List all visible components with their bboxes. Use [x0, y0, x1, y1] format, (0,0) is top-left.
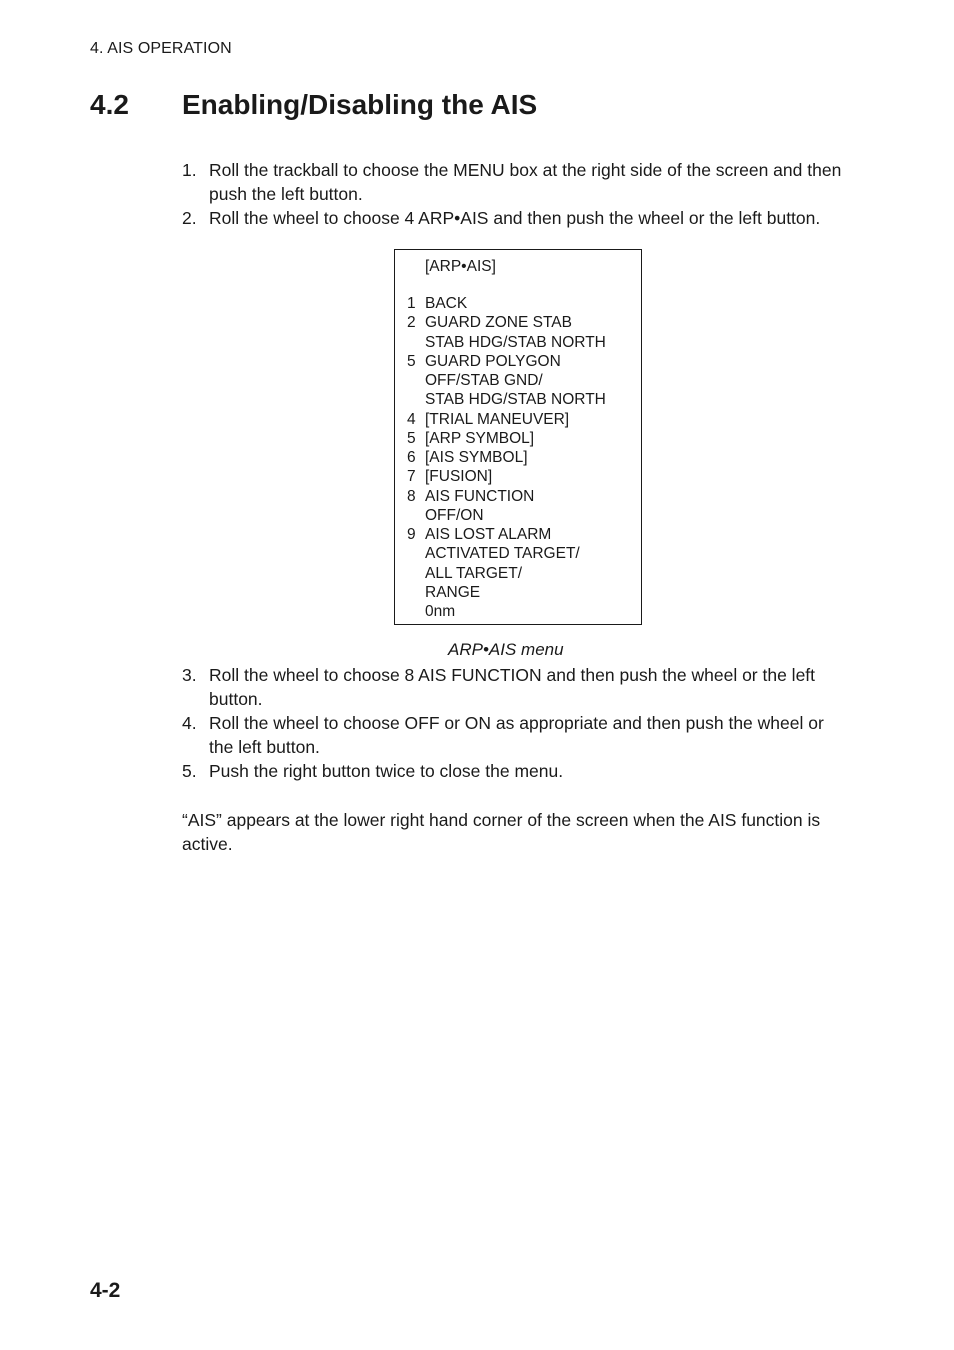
section-number: 4.2	[90, 89, 129, 120]
list-item	[182, 711, 842, 759]
menu-row-number: 4	[407, 410, 416, 428]
menu-row-text: OFF/ON	[425, 506, 484, 524]
menu-row-number: 9	[407, 526, 416, 543]
list-item	[182, 759, 842, 783]
menu-row-text: OFF/STAB GND/	[425, 372, 543, 389]
step-text: Roll the wheel to choose OFF or ON as appropriate and then push the wheel or the left button.	[209, 713, 824, 757]
step-number: 1.	[182, 160, 197, 180]
step-number: 5.	[182, 761, 197, 781]
list-item	[182, 158, 842, 206]
menu-row-text: [AIS SYMBOL]	[425, 449, 528, 466]
menu-row-text: [FUSION]	[425, 468, 493, 486]
menu-row-number: 2	[407, 314, 416, 332]
steps-list-a	[182, 158, 842, 230]
menu-row-number: 8	[407, 487, 416, 505]
step-text: Roll the wheel to choose 8 AIS FUNCTION and then push the wheel or the left button.	[209, 665, 816, 709]
step-number: 4.	[182, 713, 197, 733]
menu-row-text: GUARD ZONE STAB	[425, 314, 572, 332]
menu-row-number: 7	[407, 468, 416, 486]
menu-row-number: 1	[407, 295, 416, 312]
menu-row-text: RANGE	[425, 583, 481, 601]
menu-row-text: 0nm	[425, 603, 456, 620]
steps-list-b	[182, 663, 842, 783]
step-text: Roll the wheel to choose 4 ARP•AIS and then push the wheel or the left button.	[209, 208, 821, 228]
menu-row-text: [TRIAL MANEUVER]	[425, 410, 570, 428]
step-text: Roll the trackball to choose the MENU box at the right side of the screen and then push the left button.	[209, 160, 842, 204]
section-title: Enabling/Disabling the AIS	[182, 89, 538, 120]
list-item	[182, 663, 842, 711]
menu-row-number: 6	[407, 449, 416, 466]
menu-row-text: BACK	[425, 295, 468, 312]
note-paragraph: “AIS” appears at the lower right hand corner of the screen when the AIS function is active.	[182, 810, 821, 854]
figure-caption: ARP•AIS menu	[448, 640, 564, 659]
menu-row-text: STAB HDG/STAB NORTH	[425, 333, 606, 351]
list-item	[182, 206, 842, 230]
page-number: 4-2	[90, 1279, 121, 1302]
menu-row-text: AIS FUNCTION	[425, 487, 535, 505]
menu-row-number: 5	[407, 352, 416, 370]
arp-ais-menu-figure	[394, 249, 642, 625]
menu-row-text: ALL TARGET/	[425, 564, 523, 582]
step-number: 3.	[182, 665, 197, 685]
running-head: 4. AIS OPERATION	[90, 40, 232, 57]
menu-row-text: [ARP SYMBOL]	[425, 429, 535, 447]
menu-title: [ARP•AIS]	[425, 258, 496, 275]
step-text: Push the right button twice to close the menu.	[209, 761, 564, 781]
step-number: 2.	[182, 208, 197, 228]
menu-row-text: ACTIVATED TARGET/	[425, 545, 580, 563]
menu-row-text: STAB HDG/STAB NORTH	[425, 391, 606, 409]
menu-row-number: 5	[407, 429, 416, 447]
menu-row-text: GUARD POLYGON	[425, 352, 561, 370]
menu-row-text: AIS LOST ALARM	[425, 526, 552, 543]
section-heading	[90, 89, 537, 121]
